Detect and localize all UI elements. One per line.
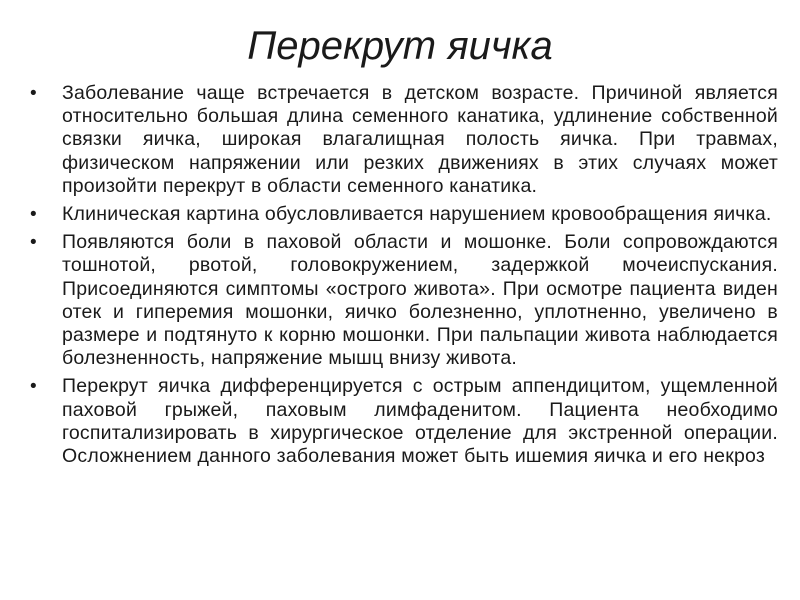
bullet-item-4 xyxy=(30,375,778,468)
bullet-text: Появляются боли в паховой области и мошонке. Боли сопровождаются тошнотой, рвотой, головокружением, задержкой мочеиспускания. Присоединяются симптомы «острого живота». При осмотре пациента виден отек и гиперемия мошонки, яичко болезненно, уплотненно, увеличено в размере и подтянуто к корню мошонки. При пальпации живота наблюдается болезненность, напряжение мышц внизу живота. xyxy=(62,231,778,370)
bullet-item-2 xyxy=(30,203,778,226)
bullet-icon: • xyxy=(30,232,37,254)
bullet-list xyxy=(30,82,778,473)
slide-title: Перекрут яичка xyxy=(247,24,553,68)
bullet-text: Перекрут яичка дифференцируется с острым аппендицитом, ущемленной паховой грыжей, паховым лимфаденитом. Пациента необходимо госпитализировать в хирургическое отделение для экстренной операции. Осложнением данного заболевания может быть ишемия яичка и его некроз xyxy=(62,375,778,468)
bullet-icon: • xyxy=(30,83,37,104)
bullet-item-3 xyxy=(30,231,778,370)
bullet-icon: • xyxy=(30,376,37,398)
bullet-text: Заболевание чаще встречается в детском возрасте. Причиной является относительно большая длина семенного канатика, удлинение собственной связки яичка, широкая влагалищная полость яичка. При травмах, физическом напряжении или резких движениях в этих случаях может произойти перекрут в области семенного канатика. xyxy=(62,82,778,197)
bullet-icon: • xyxy=(30,204,37,226)
bullet-item-1 xyxy=(30,82,778,198)
bullet-text: Клиническая картина обусловливается нарушением кровообращения яичка. xyxy=(62,203,772,226)
